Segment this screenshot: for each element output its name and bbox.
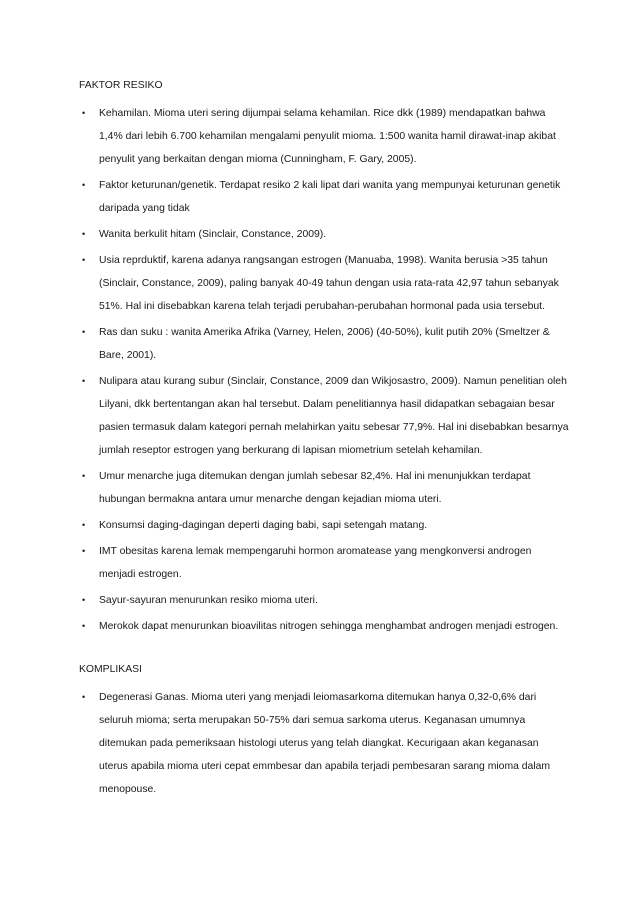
list-item — [79, 615, 569, 638]
list-item — [79, 370, 569, 462]
list-item — [79, 686, 569, 801]
complications-heading: KOMPLIKASI — [79, 664, 142, 675]
list-item — [79, 540, 569, 586]
list-item-text: Usia reprduktif, karena adanya rangsangan estrogen (Manuaba, 1998). Wanita berusia >35 tahun (Sinclair, Constance, 2009), paling banyak 40-49 tahun dengan usia rata-rata 42,97 tahun sebanyak 51%. Hal ini disebabkan karena telah terjadi perubahan-perubahan hormonal pada usia tersebut. — [99, 255, 559, 312]
bullet-icon: • — [82, 255, 86, 265]
bullet-icon: • — [82, 546, 86, 556]
list-item — [79, 321, 569, 367]
section-spacer — [79, 641, 569, 662]
list-item-text: Faktor keturunan/genetik. Terdapat resiko 2 kali lipat dari wanita yang mempunyai keturunan genetik daripada yang tidak — [99, 180, 561, 214]
list-item-text: Ras dan suku : wanita Amerika Afrika (Varney, Helen, 2006) (40-50%), kulit putih 20% (Smeltzer & Bare, 2001). — [99, 327, 550, 361]
bullet-icon: • — [82, 621, 86, 631]
bullet-icon: • — [82, 229, 86, 239]
bullet-icon: • — [82, 595, 86, 605]
bullet-icon: • — [82, 376, 86, 386]
list-item-text: Umur menarche juga ditemukan dengan jumlah sebesar 82,4%. Hal ini menunjukkan terdapat hubungan bermakna antara umur menarche dengan kejadian mioma uteri. — [99, 471, 531, 505]
list-item — [79, 102, 569, 171]
list-item — [79, 514, 569, 537]
risk-factors-heading: FAKTOR RESIKO — [79, 80, 163, 91]
list-item-text: Degenerasi Ganas. Mioma uteri yang menjadi leiomasarkoma ditemukan hanya 0,32-0,6% dari seluruh mioma; serta merupakan 50-75% dari semua sarkoma uterus. Keganasan umumnya ditemukan pada pemeriksaan histologi uterus yang telah diangkat. Kecurigaan akan keganasan uterus apabila mioma uteri cepat emmbesar dan apabila terjadi pembesaran sarang mioma dalam menopouse. — [99, 692, 551, 795]
bullet-icon: • — [82, 108, 86, 118]
list-item-text: Sayur-sayuran menurunkan resiko mioma uteri. — [99, 595, 318, 606]
list-item — [79, 249, 569, 318]
list-item — [79, 589, 569, 612]
list-item — [79, 223, 569, 246]
list-item — [79, 174, 569, 220]
bullet-icon: • — [82, 180, 86, 190]
list-item-text: Merokok dapat menurunkan bioavilitas nitrogen sehingga menghambat androgen menjadi estrogen. — [99, 621, 559, 632]
bullet-icon: • — [82, 520, 86, 530]
bullet-icon: • — [82, 327, 86, 337]
risk-factors-list — [79, 102, 569, 638]
list-item-text: Wanita berkulit hitam (Sinclair, Constance, 2009). — [99, 229, 327, 240]
list-item — [79, 465, 569, 511]
list-item-text: Kehamilan. Mioma uteri sering dijumpai selama kehamilan. Rice dkk (1989) mendapatkan bahwa 1,4% dari lebih 6.700 kehamilan mengalami penyulit mioma. 1:500 wanita hamil dirawat-inap akibat penyulit yang berkaitan dengan mioma (Cunningham, F. Gary, 2005). — [99, 108, 556, 165]
complications-list — [79, 686, 569, 801]
document-body — [79, 78, 569, 804]
list-item-text: IMT obesitas karena lemak mempengaruhi hormon aromatease yang mengkonversi androgen menjadi estrogen. — [99, 546, 532, 580]
list-item-text: Konsumsi daging-dagingan deperti daging babi, sapi setengah matang. — [99, 520, 428, 531]
list-item-text: Nulipara atau kurang subur (Sinclair, Constance, 2009 dan Wikjosastro, 2009). Namun penelitian oleh Lilyani, dkk bertentangan akan hal tersebut. Dalam penelitiannya hasil didapatkan sebagaian besar pasien termasuk dalam kategori pernah melahirkan yaitu sebesar 77,9%. Hal ini disebabkan besarnya jumlah reseptor estrogen yang berkurang di lapisan miometrium setelah kehamilan. — [99, 376, 569, 456]
bullet-icon: • — [82, 471, 86, 481]
bullet-icon: • — [82, 692, 86, 702]
